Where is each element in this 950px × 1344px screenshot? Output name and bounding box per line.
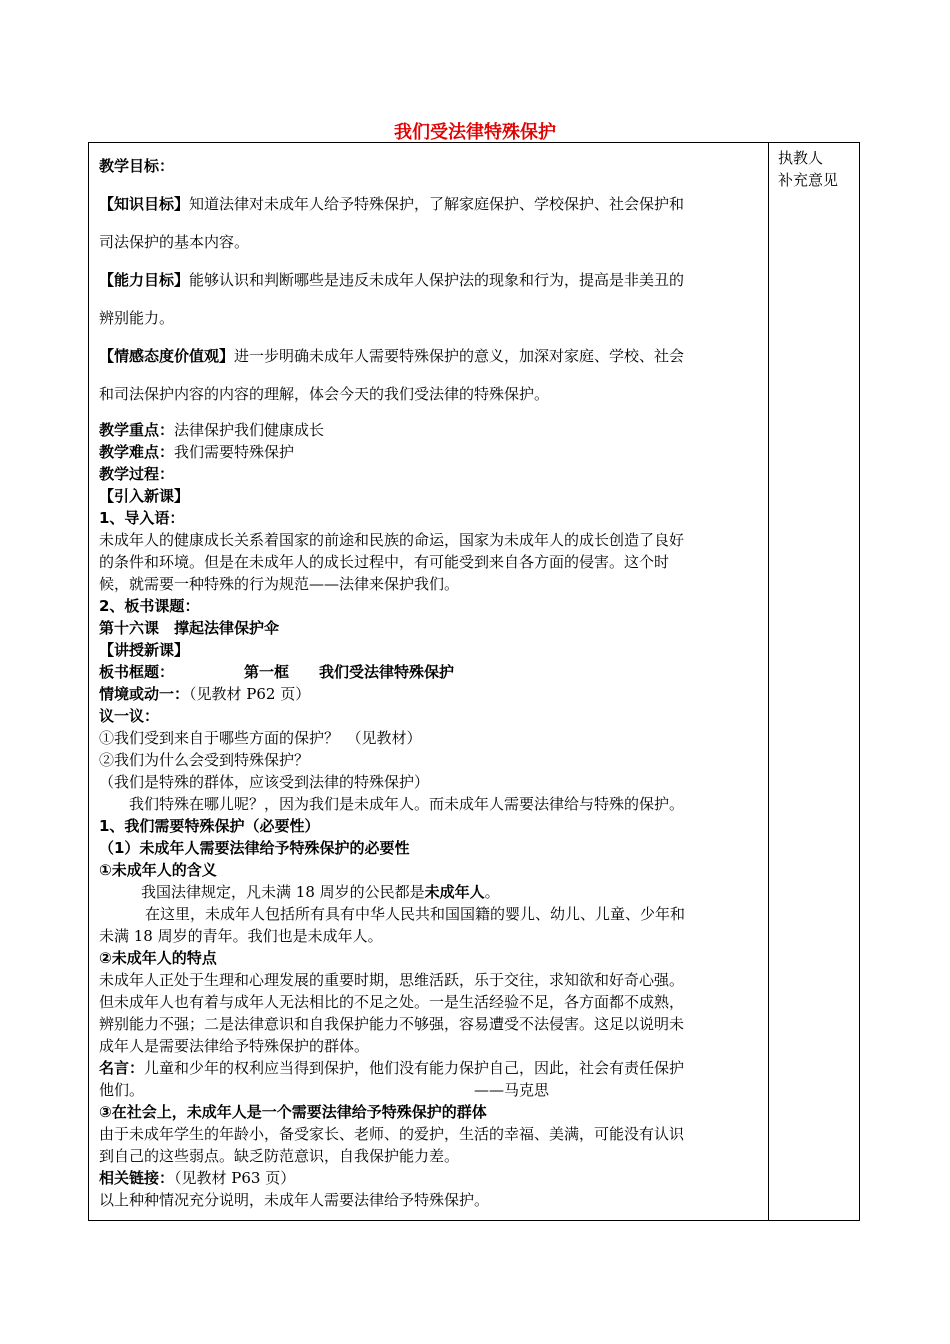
emotion-goal-text1: 进一步明确未成年人需要特殊保护的意义，加深对家庭、学校、社会 xyxy=(234,347,685,365)
ability-goal-text1: 能够认识和判断哪些是违反未成年人保护法的现象和行为，提高是非美丑的 xyxy=(189,271,685,289)
section1-heading: 1、我们需要特殊保护（必要性） xyxy=(99,817,320,835)
intro-paragraph-line2: 的条件和环境。但是在未成年人的成长过程中，有可能受到来自各方面的侵害。这个时 xyxy=(99,553,670,571)
meaning-text-a: 我国法律规定，凡未满 18 周岁的公民都是 xyxy=(141,883,425,901)
traits-line2: 但未成年人也有着与成年人无法相比的不足之处。一是生活经验不足，各方面都不成熟， xyxy=(99,993,685,1011)
scene-line xyxy=(99,683,759,705)
frame-label: 板书框题： xyxy=(99,663,175,681)
frame-text: 第一框 我们受法律特殊保护 xyxy=(244,663,455,681)
key-point-line xyxy=(99,419,759,441)
difficulty-line xyxy=(99,441,759,463)
lesson-plan-table xyxy=(88,142,860,1221)
answer-3: 我们特殊在哪儿呢？，因为我们是未成年人。而未成年人需要法律给与特殊的保护。 xyxy=(129,795,685,813)
link-text: （见教材 P63 页） xyxy=(174,1169,296,1187)
answer-2: （我们是特殊的群体，应该受到法律的特殊保护） xyxy=(99,773,430,791)
scene-text: （见教材 P62 页） xyxy=(189,685,311,703)
meaning-line2: 在这里，未成年人包括所有具有中华人民共和国国籍的婴儿、幼儿、儿童、少年和 xyxy=(145,905,686,923)
link-line xyxy=(99,1167,759,1189)
scene-label: 情境或动一： xyxy=(99,685,190,703)
side-column xyxy=(778,147,838,191)
intro-paragraph-line3: 候，就需要一种特殊的行为规范——法律来保护我们。 xyxy=(99,575,460,593)
link-label: 相关链接： xyxy=(99,1169,175,1187)
emotion-goal-label: 【情感态度价值观】 xyxy=(99,347,235,365)
goals-heading: 教学目标： xyxy=(99,157,175,175)
quote-text1: 儿童和少年的权利应当得到保护，他们没有能力保护自己，因此，社会有责任保护 xyxy=(144,1059,685,1077)
traits-heading: ②未成年人的特点 xyxy=(99,949,217,967)
quote-line1 xyxy=(99,1057,759,1079)
knowledge-goal-text1: 知道法律对未成年人给予特殊保护，了解家庭保护、学校保护、社会保护和 xyxy=(189,195,685,213)
conclusion-line: 以上种种情况充分说明，未成年人需要法律给予特殊保护。 xyxy=(99,1191,490,1209)
key-point-text: 法律保护我们健康成长 xyxy=(174,421,325,439)
process-heading: 教学过程： xyxy=(99,465,175,483)
meaning-text-bold: 未成年人 xyxy=(424,883,485,901)
question-2: ②我们为什么会受到特殊保护？ xyxy=(99,751,310,769)
knowledge-goal-line2: 司法保护的基本内容。 xyxy=(99,233,250,251)
meaning-line3: 未满 18 周岁的青年。我们也是未成年人。 xyxy=(99,927,383,945)
side-label-teacher: 执教人 xyxy=(778,149,824,167)
section1-subheading: （1）未成年人需要法律给予特殊保护的必要性 xyxy=(99,839,410,857)
quote-author: ——马克思 xyxy=(474,1081,550,1099)
traits-line4: 成年人是需要法律给予特殊保护的群体。 xyxy=(99,1037,370,1055)
meaning-text-c: 。 xyxy=(484,883,500,901)
discuss-heading: 议一议： xyxy=(99,707,160,725)
ability-goal-line2: 辨别能力。 xyxy=(99,309,175,327)
society-heading: ③在社会上，未成年人是一个需要法律给予特殊保护的群体 xyxy=(99,1103,487,1121)
question-1: ①我们受到来自于哪些方面的保护？ （见教材） xyxy=(99,729,422,747)
frame-line xyxy=(99,661,759,683)
society-line1: 由于未成年学生的年龄小，备受家长、老师、的爱护，生活的幸福、美满，可能没有认识 xyxy=(99,1125,685,1143)
traits-line1: 未成年人正处于生理和心理发展的重要时期，思维活跃，乐于交往，求知欲和好奇心强。 xyxy=(99,971,685,989)
intro-paragraph-line1: 未成年人的健康成长关系着国家的前途和民族的命运，国家为未成年人的成长创造了良好 xyxy=(99,531,685,549)
intro-heading: 【引入新课】 xyxy=(99,487,190,505)
intro-sub1: 1、导入语： xyxy=(99,509,185,527)
teach-heading: 【讲授新课】 xyxy=(99,641,190,659)
key-point-label: 教学重点： xyxy=(99,421,175,439)
ability-goal-line1 xyxy=(99,261,759,299)
main-column xyxy=(99,147,759,1211)
document-title: 我们受法律特殊保护 xyxy=(394,122,556,143)
emotion-goal-line1 xyxy=(99,337,759,375)
traits-line3: 辨别能力不强；二是法律意识和自我保护能力不够强，容易遭受不法侵害。这足以说明未 xyxy=(99,1015,685,1033)
meaning-heading: ①未成年人的含义 xyxy=(99,861,217,879)
knowledge-goal-label: 【知识目标】 xyxy=(99,195,190,213)
column-divider xyxy=(768,143,769,1220)
difficulty-label: 教学难点： xyxy=(99,443,175,461)
meaning-line1 xyxy=(99,881,759,903)
difficulty-text: 我们需要特殊保护 xyxy=(174,443,295,461)
ability-goal-label: 【能力目标】 xyxy=(99,271,190,289)
quote-text2: 他们。 xyxy=(99,1081,145,1099)
knowledge-goal-line1 xyxy=(99,185,759,223)
society-line2: 到自己的这些弱点。缺乏防范意识，自我保护能力差。 xyxy=(99,1147,460,1165)
intro-sub2: 2、板书课题： xyxy=(99,597,200,615)
emotion-goal-line2: 和司法保护内容的内容的理解，体会今天的我们受法律的特殊保护。 xyxy=(99,385,550,403)
side-label-comments: 补充意见 xyxy=(778,171,839,189)
lesson-title: 第十六课 撑起法律保护伞 xyxy=(99,619,280,637)
quote-line2 xyxy=(99,1079,759,1101)
quote-label: 名言： xyxy=(99,1059,145,1077)
